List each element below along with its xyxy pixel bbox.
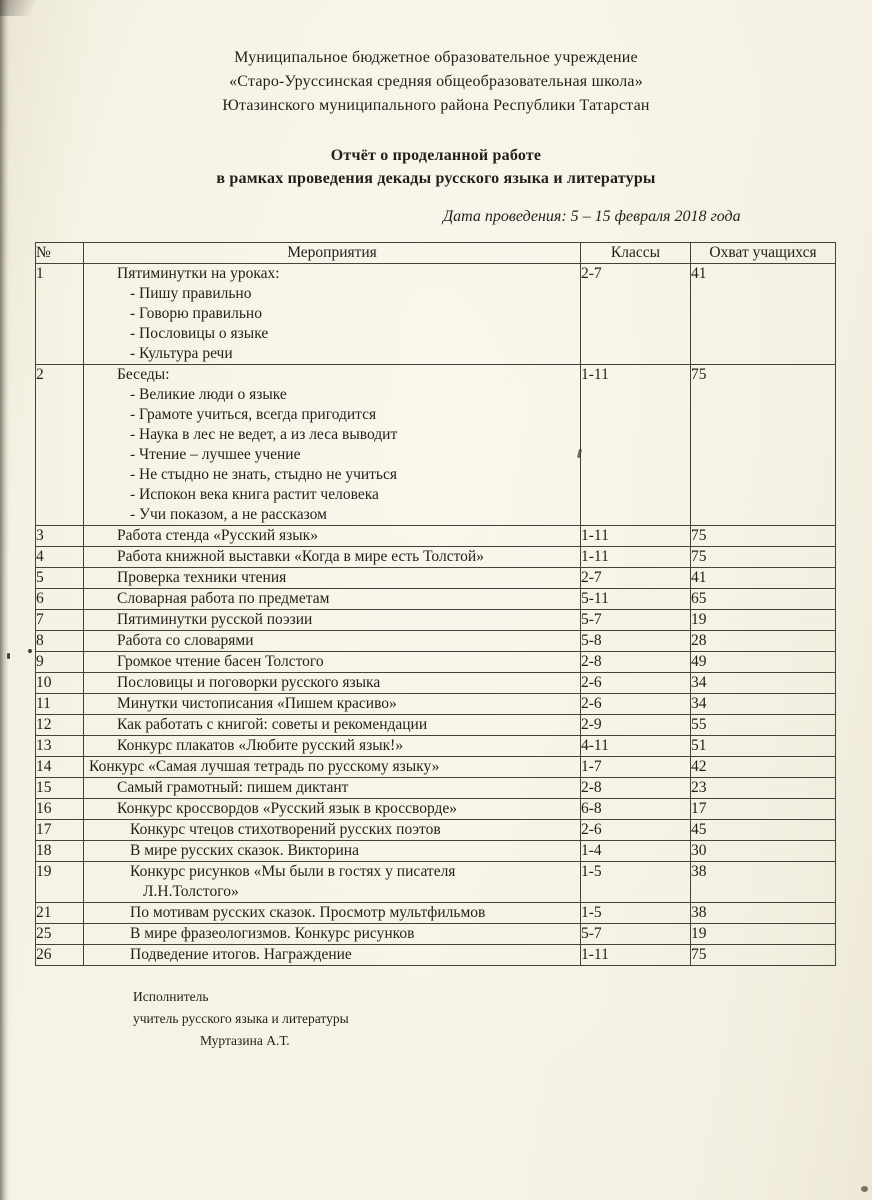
document-title [0, 144, 872, 190]
activity-line: - Культура речи [130, 345, 233, 362]
row-num: 2 [36, 365, 84, 526]
activity-line: Подведение итогов. Награждение [130, 946, 352, 963]
row-classes: 1-11 [581, 526, 691, 547]
row-coverage: 34 [691, 694, 836, 715]
row-activity [84, 715, 581, 736]
row-activity [84, 841, 581, 862]
table-row [36, 589, 836, 610]
row-coverage: 38 [691, 903, 836, 924]
document-footer [0, 986, 872, 1052]
activity-line: Самый грамотный: пишем диктант [117, 779, 349, 796]
activity-line: - Грамоте учиться, всегда пригодится [130, 406, 377, 423]
row-classes: 1-11 [581, 365, 691, 526]
row-num: 4 [36, 547, 84, 568]
row-activity [84, 589, 581, 610]
row-classes: 4-11 [581, 736, 691, 757]
scan-corner-shadow [0, 0, 46, 16]
row-classes: 2-6 [581, 694, 691, 715]
row-num: 14 [36, 757, 84, 778]
row-classes: 5-7 [581, 610, 691, 631]
document-date: Дата проведения: 5 – 15 февраля 2018 года [443, 208, 741, 225]
activity-line: - Чтение – лучшее учение [130, 446, 301, 463]
activity-line: Конкурс кроссвордов «Русский язык в кроссворде» [117, 800, 458, 817]
row-coverage: 41 [691, 568, 836, 589]
report-table-body [36, 264, 836, 966]
row-num: 21 [36, 903, 84, 924]
activity-line: Конкурс «Самая лучшая тетрадь по русскому языку» [89, 758, 440, 775]
scan-edge-shadow [0, 0, 9, 1200]
row-activity [84, 365, 581, 526]
activity-line: Работа книжной выставки «Когда в мире есть Толстой» [117, 548, 484, 565]
row-coverage: 75 [691, 365, 836, 526]
row-coverage: 75 [691, 547, 836, 568]
row-classes: 5-11 [581, 589, 691, 610]
activity-line: Пятиминутки на уроках: [117, 265, 280, 282]
col-header-activity: Мероприятия [84, 243, 581, 264]
row-coverage: 75 [691, 526, 836, 547]
row-classes: 2-8 [581, 652, 691, 673]
row-activity [84, 736, 581, 757]
activity-line: Пословицы и поговорки русского языка [117, 674, 381, 691]
header-line-district: Ютазинского муниципального района Республики Татарстан [222, 97, 650, 114]
row-activity [84, 945, 581, 966]
row-activity [84, 547, 581, 568]
table-row [36, 862, 836, 903]
table-row [36, 568, 836, 589]
row-coverage: 38 [691, 862, 836, 903]
row-activity [84, 631, 581, 652]
row-activity [84, 694, 581, 715]
activity-line: В мире русских сказок. Викторина [130, 842, 359, 859]
row-activity [84, 778, 581, 799]
activity-line: - Пословицы о языке [130, 325, 269, 342]
row-coverage: 17 [691, 799, 836, 820]
scan-artifact [28, 649, 32, 653]
row-classes: 2-7 [581, 568, 691, 589]
row-classes: 2-6 [581, 820, 691, 841]
scan-artifact [7, 653, 10, 659]
row-coverage: 75 [691, 945, 836, 966]
row-classes: 1-11 [581, 945, 691, 966]
activity-line: - Наука в лес не ведет, а из леса выводит [130, 426, 398, 443]
row-classes: 6-8 [581, 799, 691, 820]
row-coverage: 28 [691, 631, 836, 652]
activity-line: Как работать с книгой: советы и рекомендации [117, 716, 428, 733]
activity-line: - Великие люди о языке [130, 386, 287, 403]
row-classes: 2-9 [581, 715, 691, 736]
row-activity [84, 568, 581, 589]
row-classes: 1-4 [581, 841, 691, 862]
table-row [36, 799, 836, 820]
col-header-coverage: Охват учащихся [691, 243, 836, 264]
table-row [36, 924, 836, 945]
activity-line: Конкурс чтецов стихотворений русских поэтов [130, 821, 441, 838]
footer-line-name: Муртазина А.Т. [200, 1033, 290, 1048]
row-coverage: 45 [691, 820, 836, 841]
table-row [36, 841, 836, 862]
row-coverage: 65 [691, 589, 836, 610]
activity-line: Громкое чтение басен Толстого [117, 653, 324, 670]
table-row [36, 547, 836, 568]
table-row [36, 526, 836, 547]
table-header-row [36, 243, 836, 264]
row-activity [84, 799, 581, 820]
row-coverage: 19 [691, 610, 836, 631]
table-row [36, 365, 836, 526]
table-row [36, 652, 836, 673]
activity-line: Пятиминутки русской поэзии [117, 611, 313, 628]
row-num: 11 [36, 694, 84, 715]
title-line-1: Отчёт о проделанной работе [330, 147, 542, 164]
row-num: 16 [36, 799, 84, 820]
row-activity [84, 820, 581, 841]
row-classes: 1-5 [581, 903, 691, 924]
row-coverage: 19 [691, 924, 836, 945]
table-row [36, 694, 836, 715]
row-num: 9 [36, 652, 84, 673]
row-activity [84, 264, 581, 365]
activity-line: Конкурс плакатов «Любите русский язык!» [117, 737, 404, 754]
row-activity [84, 757, 581, 778]
table-row [36, 673, 836, 694]
activity-line: - Испокон века книга растит человека [130, 486, 379, 503]
col-header-num: № [36, 243, 84, 264]
row-classes: 1-5 [581, 862, 691, 903]
activity-line: Конкурс рисунков «Мы были в гостях у писателя [130, 863, 456, 880]
activity-line: Проверка техники чтения [117, 569, 287, 586]
row-coverage: 23 [691, 778, 836, 799]
report-table [35, 242, 836, 966]
table-row [36, 264, 836, 365]
row-num: 25 [36, 924, 84, 945]
row-coverage: 34 [691, 673, 836, 694]
activity-line: Работа со словарями [117, 632, 254, 649]
row-num: 1 [36, 264, 84, 365]
row-activity [84, 526, 581, 547]
activity-line: - Пишу правильно [130, 285, 252, 302]
row-num: 6 [36, 589, 84, 610]
footer-line-position: учитель русского языка и литературы [133, 1011, 349, 1026]
table-row [36, 610, 836, 631]
row-num: 7 [36, 610, 84, 631]
table-row [36, 757, 836, 778]
table-row [36, 778, 836, 799]
row-coverage: 55 [691, 715, 836, 736]
activity-line: - Не стыдно не знать, стыдно не учиться [130, 466, 398, 483]
row-num: 19 [36, 862, 84, 903]
row-coverage: 41 [691, 264, 836, 365]
row-num: 18 [36, 841, 84, 862]
activity-line: Л.Н.Толстого» [143, 883, 239, 900]
row-classes: 1-7 [581, 757, 691, 778]
activity-line: В мире фразеологизмов. Конкурс рисунков [130, 925, 415, 942]
activity-line: Работа стенда «Русский язык» [117, 527, 318, 544]
row-num: 12 [36, 715, 84, 736]
table-row [36, 715, 836, 736]
row-num: 8 [36, 631, 84, 652]
row-activity [84, 862, 581, 903]
row-activity [84, 903, 581, 924]
row-num: 5 [36, 568, 84, 589]
row-classes: 2-7 [581, 264, 691, 365]
row-num: 17 [36, 820, 84, 841]
activity-line: Минутки чистописания «Пишем красиво» [117, 695, 397, 712]
row-activity [84, 610, 581, 631]
row-classes: 2-8 [581, 778, 691, 799]
scan-artifact [861, 1186, 868, 1192]
row-num: 15 [36, 778, 84, 799]
row-num: 3 [36, 526, 84, 547]
row-coverage: 49 [691, 652, 836, 673]
header-line-school: «Старо-Уруссинская средняя общеобразовательная школа» [229, 73, 643, 90]
table-row [36, 631, 836, 652]
row-classes: 1-11 [581, 547, 691, 568]
row-num: 10 [36, 673, 84, 694]
document-header [0, 46, 872, 118]
activity-line: По мотивам русских сказок. Просмотр мультфильмов [130, 904, 486, 921]
footer-line-role: Исполнитель [133, 989, 209, 1004]
table-row [36, 736, 836, 757]
header-line-institution: Муниципальное бюджетное образовательное учреждение [234, 49, 638, 66]
row-classes: 5-8 [581, 631, 691, 652]
table-row [36, 945, 836, 966]
row-num: 26 [36, 945, 84, 966]
activity-line: - Говорю правильно [130, 305, 262, 322]
row-activity [84, 924, 581, 945]
row-num: 13 [36, 736, 84, 757]
row-activity [84, 652, 581, 673]
title-line-2: в рамках проведения декады русского языка и литературы [216, 170, 656, 187]
row-coverage: 42 [691, 757, 836, 778]
col-header-classes: Классы [581, 243, 691, 264]
table-row [36, 903, 836, 924]
activity-line: Беседы: [117, 366, 170, 383]
activity-line: Словарная работа по предметам [117, 590, 330, 607]
table-row [36, 820, 836, 841]
row-coverage: 30 [691, 841, 836, 862]
row-activity [84, 673, 581, 694]
row-classes: 5-7 [581, 924, 691, 945]
row-coverage: 51 [691, 736, 836, 757]
row-classes: 2-6 [581, 673, 691, 694]
activity-line: - Учи показом, а не рассказом [130, 506, 327, 523]
